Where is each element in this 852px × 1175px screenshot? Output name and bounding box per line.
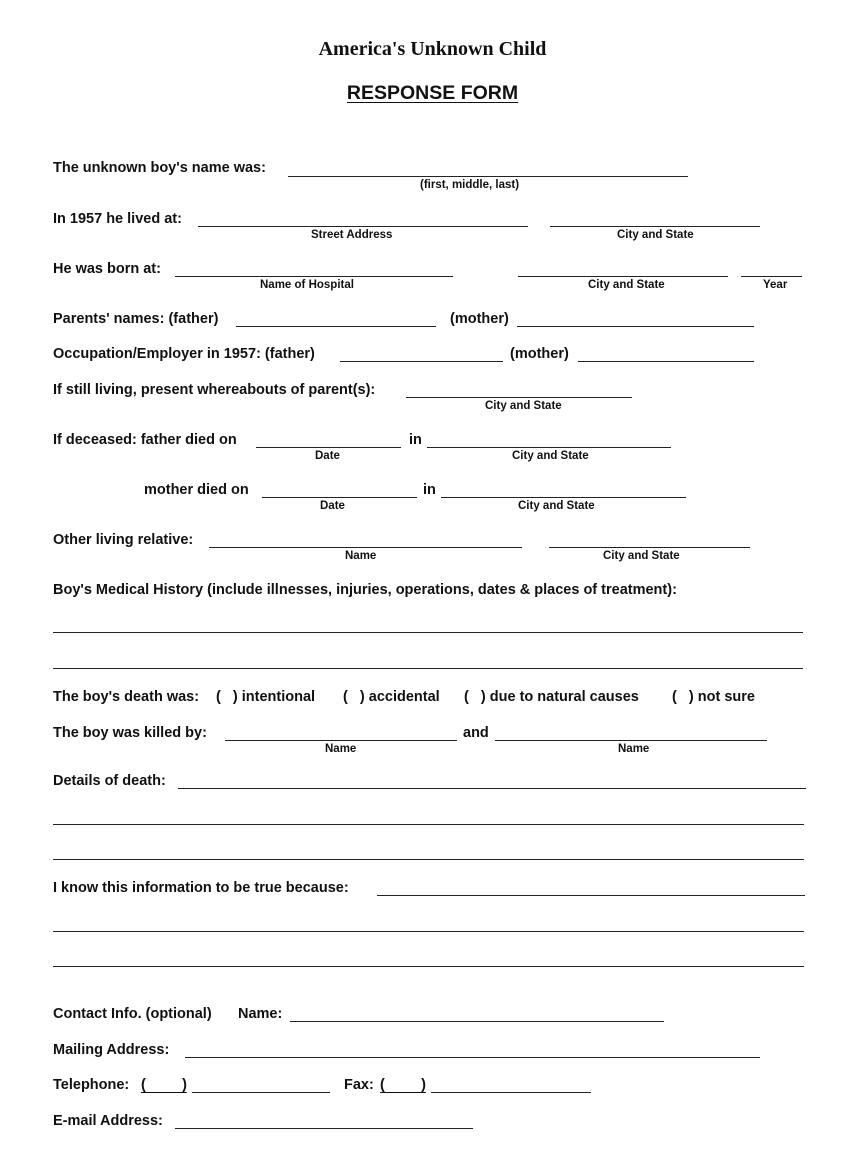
- lived-city-caption: City and State: [617, 229, 694, 241]
- killed-by-name1-field[interactable]: [225, 740, 457, 741]
- killed-by-and-label: and: [463, 725, 489, 741]
- mother-died-in-label: in: [423, 482, 436, 498]
- relative-city-field[interactable]: [549, 547, 750, 548]
- details-of-death-line-3[interactable]: [53, 859, 804, 860]
- true-because-line-2[interactable]: [53, 931, 804, 932]
- mother-died-date-caption: Date: [320, 500, 345, 512]
- fax-label: Fax:: [344, 1077, 374, 1093]
- telephone-label: Telephone:: [53, 1077, 130, 1093]
- relative-name-field[interactable]: [209, 547, 522, 548]
- medical-history-label: Boy's Medical History (include illnesses, injuries, operations, dates & places of treatment):: [53, 582, 677, 598]
- born-label: He was born at:: [53, 261, 161, 277]
- death-option-not-sure[interactable]: ( ) not sure: [672, 689, 755, 705]
- father-died-in-label: in: [409, 432, 422, 448]
- email-address-field[interactable]: [175, 1128, 473, 1129]
- relative-city-caption: City and State: [603, 550, 680, 562]
- email-address-label: E-mail Address:: [53, 1113, 163, 1129]
- father-died-city-field[interactable]: [427, 447, 671, 448]
- details-of-death-label: Details of death:: [53, 773, 166, 789]
- relative-label: Other living relative:: [53, 532, 194, 548]
- mother-died-label: mother died on: [144, 482, 249, 498]
- whereabouts-caption: City and State: [485, 400, 562, 412]
- boy-name-field[interactable]: [288, 176, 688, 177]
- occupation-mother-label: (mother): [510, 346, 569, 362]
- whereabouts-field[interactable]: [406, 397, 632, 398]
- death-type-label: The boy's death was:: [53, 689, 200, 705]
- killed-by-label: The boy was killed by:: [53, 725, 207, 741]
- death-option-intentional[interactable]: ( ) intentional: [216, 689, 316, 705]
- lived-street-caption: Street Address: [311, 229, 393, 241]
- details-of-death-line-2[interactable]: [53, 824, 804, 825]
- medical-history-line-2[interactable]: [53, 668, 803, 669]
- true-because-line-3[interactable]: [53, 966, 804, 967]
- lived-city-field[interactable]: [550, 226, 760, 227]
- contact-label: Contact Info. (optional): [53, 1006, 212, 1022]
- mailing-address-field[interactable]: [185, 1057, 760, 1058]
- contact-name-field[interactable]: [290, 1021, 664, 1022]
- born-year-caption: Year: [763, 279, 788, 291]
- form-subtitle: RESPONSE FORM: [346, 82, 519, 104]
- boy-name-caption: (first, middle, last): [420, 179, 520, 191]
- contact-name-label: Name:: [238, 1006, 283, 1022]
- fax-area-code-field[interactable]: ( ): [380, 1077, 426, 1093]
- father-died-date-caption: Date: [315, 450, 340, 462]
- born-year-field[interactable]: [741, 276, 802, 277]
- parents-mother-field[interactable]: [517, 326, 754, 327]
- born-hospital-caption: Name of Hospital: [260, 279, 354, 291]
- boy-name-label: The unknown boy's name was:: [53, 160, 266, 176]
- mailing-address-label: Mailing Address:: [53, 1042, 170, 1058]
- whereabouts-label: If still living, present whereabouts of parent(s):: [53, 382, 376, 398]
- killed-by-name1-caption: Name: [325, 743, 357, 755]
- parents-mother-label: (mother): [450, 311, 509, 327]
- parents-father-label: Parents' names: (father): [53, 311, 219, 327]
- true-because-label: I know this information to be true because:: [53, 880, 349, 896]
- details-of-death-line-1[interactable]: [178, 788, 806, 789]
- occupation-father-field[interactable]: [340, 361, 503, 362]
- fax-number-field[interactable]: [431, 1092, 591, 1093]
- father-died-city-caption: City and State: [512, 450, 589, 462]
- telephone-number-field[interactable]: [192, 1092, 330, 1093]
- born-hospital-field[interactable]: [175, 276, 453, 277]
- parents-father-field[interactable]: [236, 326, 436, 327]
- true-because-line-1[interactable]: [377, 895, 805, 896]
- mother-died-city-field[interactable]: [441, 497, 686, 498]
- telephone-area-code-field[interactable]: ( ): [141, 1077, 187, 1093]
- killed-by-name2-field[interactable]: [495, 740, 767, 741]
- mother-died-city-caption: City and State: [518, 500, 595, 512]
- born-city-field[interactable]: [518, 276, 728, 277]
- father-died-label: If deceased: father died on: [53, 432, 237, 448]
- death-option-accidental[interactable]: ( ) accidental: [343, 689, 440, 705]
- lived-label: In 1957 he lived at:: [53, 211, 182, 227]
- medical-history-line-1[interactable]: [53, 632, 803, 633]
- form-title: America's Unknown Child: [318, 38, 547, 60]
- death-option-natural-causes[interactable]: ( ) due to natural causes: [464, 689, 639, 705]
- occupation-father-label: Occupation/Employer in 1957: (father): [53, 346, 315, 362]
- father-died-date-field[interactable]: [256, 447, 401, 448]
- born-city-caption: City and State: [588, 279, 665, 291]
- killed-by-name2-caption: Name: [618, 743, 650, 755]
- lived-street-field[interactable]: [198, 226, 528, 227]
- relative-name-caption: Name: [345, 550, 377, 562]
- mother-died-date-field[interactable]: [262, 497, 417, 498]
- occupation-mother-field[interactable]: [578, 361, 754, 362]
